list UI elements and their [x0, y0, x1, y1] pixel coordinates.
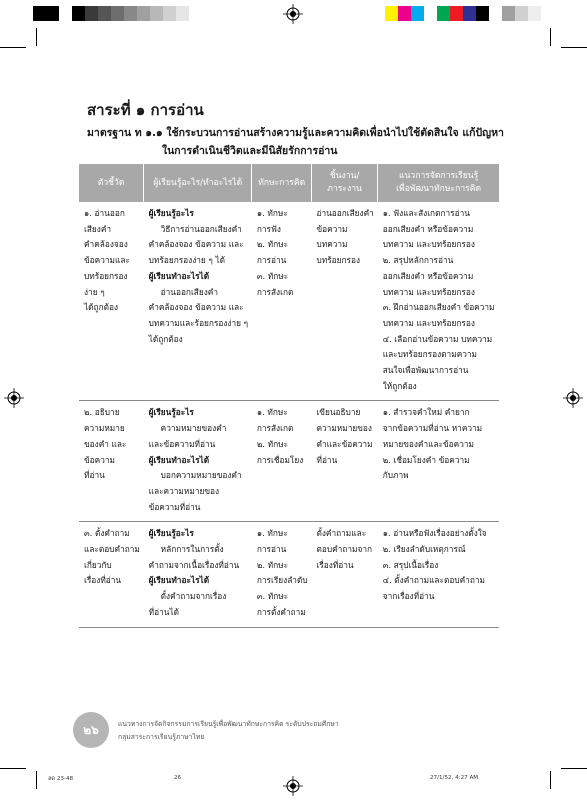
calibration-swatch	[163, 6, 176, 21]
cell-line: จากข้อความที่อ่าน หาความ	[382, 423, 483, 434]
cell-line: ๑. สำรวจคำใหม่ คำยาก	[382, 407, 470, 418]
slug-page: 26	[174, 775, 182, 781]
cell-line: ๒. ทักษะ	[256, 239, 289, 250]
cell-line: หมายของคำและข้อความ	[382, 438, 474, 449]
cell-line: ๒. ทักษะ	[256, 559, 289, 570]
calibration-swatch	[411, 6, 424, 21]
cell-line: และตอบคำถาม	[84, 544, 140, 555]
grayscale-calibration-bar	[33, 6, 189, 21]
cell-line: ๒. เรียงลำดับเหตุการณ์	[382, 544, 466, 555]
cell-line: การอ่าน	[256, 255, 287, 266]
standard-statement	[87, 124, 517, 160]
crop-mark	[0, 768, 26, 769]
cell-line: ข้อความ	[84, 454, 115, 465]
calibration-swatch	[515, 6, 528, 21]
calibration-swatch	[385, 6, 398, 21]
calibration-swatch	[437, 6, 450, 21]
cell-line: ข้อความและ	[84, 255, 130, 266]
calibration-swatch	[33, 6, 46, 21]
cell-line: ผู้เรียนทำอะไรได้	[148, 270, 210, 281]
table-row	[79, 401, 499, 522]
cell-line: ความหมายของคำ	[160, 423, 227, 434]
cell-line: วิธีการอ่านออกเสียงคำ	[160, 223, 242, 234]
indicator-cell	[79, 522, 144, 627]
cell-line: เกี่ยวกับ	[84, 559, 112, 570]
cell-line: ๒. อธิบาย	[84, 407, 120, 418]
cell-line: ๓. ตั้งคำถาม	[84, 528, 130, 539]
indicator-cell	[79, 202, 144, 401]
registration-mark-left-icon	[4, 388, 24, 408]
cell-line: ๔. ตั้งคำถามและตอบคำถาม	[382, 575, 485, 586]
cell-line: บทความและร้อยกรองง่าย ๆ	[148, 317, 249, 328]
calibration-swatch	[450, 6, 463, 21]
activities-cell	[378, 202, 499, 401]
cell-line: ความหมายของ	[316, 423, 372, 434]
cell-line: สนใจเพื่อพัฒนาการอ่าน	[382, 365, 469, 376]
cell-line: ที่อ่าน	[316, 454, 338, 465]
crop-mark	[561, 47, 587, 48]
cell-line: ๑. ทักษะ	[256, 407, 288, 418]
cell-line: คำคล้องจอง ข้อความ และ	[148, 239, 244, 250]
cell-line: ข้อความ	[316, 223, 348, 234]
cell-line: และความหมายของ	[148, 485, 220, 496]
calibration-swatch	[476, 6, 489, 21]
thinking-skill-cell	[252, 401, 312, 522]
slug-date: 27/1/52, 4:27 AM	[430, 775, 479, 781]
slug-file: ลด 23-48	[48, 776, 74, 782]
task-cell	[311, 401, 377, 522]
crop-mark	[561, 768, 587, 769]
column-header-learning: ผู้เรียนรู้อะไร/ทำอะไรได้	[144, 164, 252, 202]
calibration-swatch	[176, 6, 189, 21]
calibration-swatch	[489, 6, 502, 21]
section-title: สาระที่ ๑ การอ่าน	[87, 101, 204, 119]
cell-line: ๓. สรุปเนื้อเรื่อง	[382, 559, 439, 570]
cell-line: ๒. ทักษะ	[256, 438, 289, 449]
cell-line: การเรียงลำดับ	[256, 575, 308, 586]
crop-mark	[550, 28, 551, 46]
cell-line: บทความ และบทร้อยกรอง	[382, 239, 475, 250]
calibration-swatch	[502, 6, 515, 21]
cell-line: การฟัง	[256, 223, 281, 234]
registration-mark-right-icon	[563, 388, 583, 408]
calibration-swatch	[137, 6, 150, 21]
footer-subject: กลุ่มสาระการเรียนรู้ภาษาไทย	[118, 733, 205, 741]
cell-line: และบทร้อยกรองตามความ	[382, 349, 478, 360]
color-calibration-bar	[385, 6, 541, 21]
calibration-swatch	[398, 6, 411, 21]
cell-line: บทร้อยกรองง่าย ๆ ได้	[148, 255, 226, 266]
cell-line: ที่อ่าน	[84, 470, 105, 481]
calibration-swatch	[528, 6, 541, 21]
task-cell	[311, 522, 377, 627]
column-header-indicator: ตัวชี้วัด	[79, 164, 144, 202]
calibration-swatch	[463, 6, 476, 21]
crop-mark	[0, 47, 26, 48]
cell-line: เสียงคำ	[84, 223, 112, 234]
cell-line: ตั้งคำถามและ	[316, 528, 367, 539]
thinking-skill-cell	[252, 202, 312, 401]
cell-line: คำถามจากเนื้อเรื่องที่อ่าน	[148, 559, 240, 570]
cell-line: ๑. อ่านออก	[84, 208, 125, 218]
standard-line: มาตรฐาน ท ๑.๑ ใช้กระบวนการอ่านสร้างความรู้และความคิดเพื่อนำไปใช้ตัดสินใจ แก้ปัญหา	[87, 127, 504, 139]
table-header-row	[79, 164, 499, 202]
cell-line: และข้อความที่อ่าน	[148, 438, 216, 449]
cell-line: ๒. สรุปหลักการอ่าน	[382, 255, 454, 266]
cell-line: เขียนอธิบาย	[316, 407, 361, 418]
column-header-task: ชิ้นงาน/ ภาระงาน	[311, 164, 377, 202]
calibration-swatch	[111, 6, 124, 21]
crop-mark	[36, 28, 37, 46]
standard-line: ในการดำเนินชีวิตและมีนิสัยรักการอ่าน	[162, 145, 338, 157]
cell-line: อ่านออกเสียงคำ	[160, 286, 218, 297]
crop-mark	[550, 771, 551, 789]
cell-line: ผู้เรียนรู้อะไร	[148, 407, 194, 418]
cell-line: การสังเกต	[256, 286, 294, 297]
cell-line: ๔. เลือกอ่านข้อความ บทความ	[382, 333, 493, 344]
cell-line: ตอบคำถามจาก	[316, 544, 373, 555]
table-row	[79, 522, 499, 627]
thinking-skill-cell	[252, 522, 312, 627]
cell-line: เรื่องที่อ่าน	[84, 575, 122, 586]
page-number-badge: ๒๖	[73, 712, 109, 748]
cell-line: ผู้เรียนทำอะไรได้	[148, 454, 210, 465]
learning-cell	[144, 202, 252, 401]
calibration-swatch	[59, 6, 72, 21]
cell-line: ให้ถูกต้อง	[382, 380, 417, 391]
activities-cell	[378, 522, 499, 627]
cell-line: บทร้อยกรอง	[84, 270, 128, 281]
cell-line: ข้อความที่อ่าน	[148, 501, 201, 512]
calibration-swatch	[72, 6, 85, 21]
cell-line: ผู้เรียนรู้อะไร	[148, 208, 194, 218]
column-header-thinking-skill: ทักษะการคิด	[252, 164, 312, 202]
calibration-swatch	[98, 6, 111, 21]
indicator-table	[79, 164, 499, 628]
cell-line: ๒. เชื่อมโยงคำ ข้อความ	[382, 454, 470, 465]
cell-line: ออกเสียงคำ หรือข้อความ	[382, 270, 474, 281]
cell-line: ได้ถูกต้อง	[84, 302, 119, 313]
cell-line: ๑. อ่านหรือฟังเรื่องอย่างตั้งใจ	[382, 528, 487, 539]
calibration-swatch	[150, 6, 163, 21]
cell-line: ตั้งคำถามจากเรื่อง	[160, 591, 227, 602]
cell-line: ๑. ทักษะ	[256, 528, 288, 539]
cell-line: คำและข้อความ	[316, 438, 373, 449]
cell-line: กับภาพ	[382, 470, 409, 481]
registration-mark-bottom-icon	[283, 776, 303, 796]
indicator-cell	[79, 401, 144, 522]
cell-line: ง่าย ๆ	[84, 286, 105, 297]
cell-line: ๓. ฝึกอ่านออกเสียงคำ ข้อความ	[382, 302, 495, 313]
table-row	[79, 202, 499, 401]
calibration-swatch	[124, 6, 137, 21]
cell-line: ๓. ทักษะ	[256, 270, 289, 281]
cell-line: ๑. ทักษะ	[256, 208, 288, 218]
cell-line: ของคำ และ	[84, 438, 127, 449]
cell-line: บทความ และบทร้อยกรอง	[382, 317, 475, 328]
cell-line: คำคล้องจอง	[84, 239, 128, 250]
cell-line: การสังเกต	[256, 423, 294, 434]
cell-line: บทร้อยกรอง	[316, 255, 361, 266]
crop-mark	[36, 771, 37, 789]
calibration-swatch	[424, 6, 437, 21]
column-header-activities: แนวการจัดการเรียนรู้ เพื่อพัฒนาทักษะการคิด	[378, 164, 499, 202]
cell-line: หลักการในการตั้ง	[160, 544, 224, 555]
cell-line: อ่านออกเสียงคำ	[316, 208, 374, 218]
cell-line: การตั้งคำถาม	[256, 606, 306, 617]
cell-line: ผู้เรียนรู้อะไร	[148, 528, 194, 539]
registration-mark-top-icon	[283, 4, 303, 24]
cell-line: ๑. ฟังและสังเกตการอ่าน	[382, 208, 470, 218]
cell-line: บอกความหมายของคำ	[160, 470, 242, 481]
cell-line: บทความ และบทร้อยกรอง	[382, 286, 475, 297]
cell-line: การเชื่อมโยง	[256, 454, 304, 465]
calibration-swatch	[85, 6, 98, 21]
learning-cell	[144, 401, 252, 522]
learning-cell	[144, 522, 252, 627]
calibration-swatch	[46, 6, 59, 21]
footer-book-title: แนวทางการจัดกิจกรรมการเรียนรู้เพื่อพัฒนาทักษะการคิด ระดับประถมศึกษา	[118, 720, 339, 728]
cell-line: ๓. ทักษะ	[256, 591, 289, 602]
cell-line: ความหมาย	[84, 423, 125, 434]
cell-line: ได้ถูกต้อง	[148, 333, 183, 344]
cell-line: การอ่าน	[256, 544, 287, 555]
cell-line: เรื่องที่อ่าน	[316, 559, 354, 570]
cell-line: บทความ	[316, 239, 348, 250]
cell-line: จากเรื่องที่อ่าน	[382, 591, 435, 602]
task-cell	[311, 202, 377, 401]
cell-line: ผู้เรียนทำอะไรได้	[148, 575, 210, 586]
activities-cell	[378, 401, 499, 522]
cell-line: ที่อ่านได้	[148, 606, 179, 617]
cell-line: ออกเสียงคำ หรือข้อความ	[382, 223, 474, 234]
cell-line: คำคล้องจอง ข้อความ และ	[148, 302, 244, 313]
